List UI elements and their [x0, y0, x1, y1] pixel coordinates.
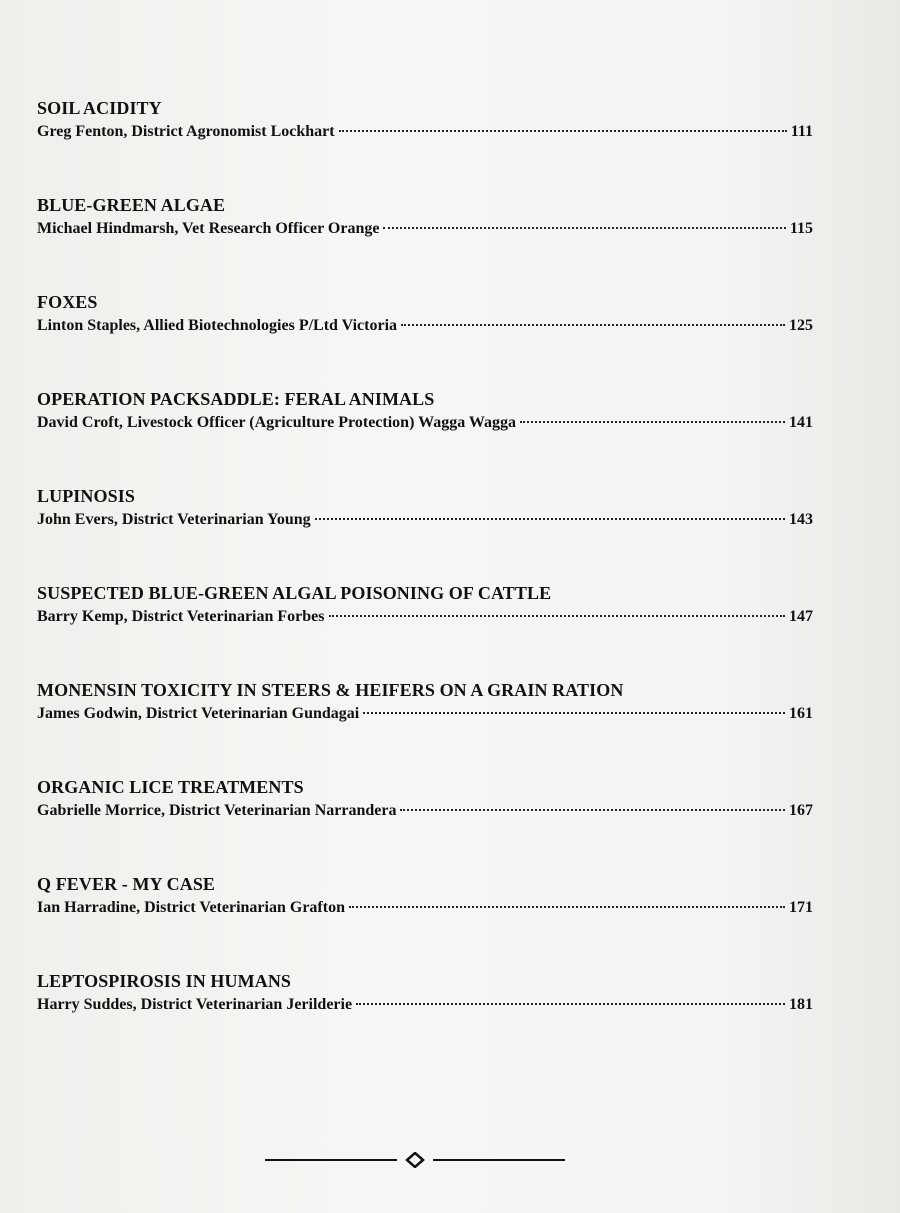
- entry-line: [37, 315, 813, 337]
- dot-leader: [520, 421, 785, 423]
- diamond-divider-icon: [265, 1152, 565, 1168]
- entry-page-number: 125: [789, 317, 813, 334]
- entry-author: John Evers, District Veterinarian Young: [37, 511, 311, 528]
- toc-entry: [37, 582, 813, 679]
- dot-leader: [400, 809, 785, 811]
- dot-leader: [401, 324, 785, 326]
- entry-line: [37, 509, 813, 531]
- entry-author: Gabrielle Morrice, District Veterinarian Narrandera: [37, 802, 397, 819]
- toc-entry: [37, 485, 813, 582]
- toc-entry: [37, 776, 813, 873]
- entry-title: ORGANIC LICE TREATMENTS: [37, 777, 304, 797]
- entry-line: [37, 994, 813, 1016]
- entry-author: Harry Suddes, District Veterinarian Jerilderie: [37, 996, 353, 1013]
- toc-entry: [37, 970, 813, 1067]
- entry-author: Ian Harradine, District Veterinarian Grafton: [37, 899, 345, 916]
- entry-title: Q FEVER - MY CASE: [37, 874, 216, 894]
- entry-page-number: 147: [789, 608, 813, 625]
- entry-author: Barry Kemp, District Veterinarian Forbes: [37, 608, 325, 625]
- entry-title: FOXES: [37, 292, 98, 312]
- dot-leader: [383, 227, 785, 229]
- toc-entry: [37, 873, 813, 970]
- entry-author: Michael Hindmarsh, Vet Research Officer Orange: [37, 220, 380, 237]
- entry-page-number: 167: [789, 802, 813, 819]
- entry-line: [37, 897, 813, 919]
- entry-line: [37, 606, 813, 628]
- dot-leader: [329, 615, 786, 617]
- toc-entry: [37, 679, 813, 776]
- toc-entry: [37, 97, 813, 194]
- entry-title: LUPINOSIS: [37, 486, 135, 506]
- entry-page-number: 161: [789, 705, 813, 722]
- dot-leader: [339, 130, 787, 132]
- dot-leader: [363, 712, 785, 714]
- entry-title: MONENSIN TOXICITY IN STEERS & HEIFERS ON A GRAIN RATION: [37, 680, 624, 700]
- entry-title: LEPTOSPIROSIS IN HUMANS: [37, 971, 292, 991]
- entry-page-number: 111: [790, 123, 813, 140]
- toc-entry: [37, 388, 813, 485]
- entry-page-number: 115: [789, 220, 813, 237]
- entry-line: [37, 800, 813, 822]
- entry-line: [37, 218, 813, 240]
- entry-line: [37, 703, 813, 725]
- dot-leader: [349, 906, 785, 908]
- table-of-contents: [37, 97, 813, 1067]
- entry-line: [37, 121, 813, 143]
- entry-page-number: 143: [789, 511, 813, 528]
- entry-page-number: 141: [789, 414, 813, 431]
- entry-title: SUSPECTED BLUE-GREEN ALGAL POISONING OF CATTLE: [37, 583, 552, 603]
- toc-entry: [37, 194, 813, 291]
- entry-line: [37, 412, 813, 434]
- entry-page-number: 181: [789, 996, 813, 1013]
- dot-leader: [315, 518, 785, 520]
- entry-title: OPERATION PACKSADDLE: FERAL ANIMALS: [37, 389, 435, 409]
- entry-title: BLUE-GREEN ALGAE: [37, 195, 226, 215]
- dot-leader: [356, 1003, 785, 1005]
- entry-author: David Croft, Livestock Officer (Agriculture Protection) Wagga Wagga: [37, 414, 517, 431]
- toc-entry: [37, 291, 813, 388]
- entry-author: James Godwin, District Veterinarian Gundagai: [37, 705, 360, 722]
- entry-title: SOIL ACIDITY: [37, 98, 162, 118]
- entry-author: Linton Staples, Allied Biotechnologies P/Ltd Victoria: [37, 317, 398, 334]
- entry-author: Greg Fenton, District Agronomist Lockhart: [37, 123, 335, 140]
- entry-page-number: 171: [789, 899, 813, 916]
